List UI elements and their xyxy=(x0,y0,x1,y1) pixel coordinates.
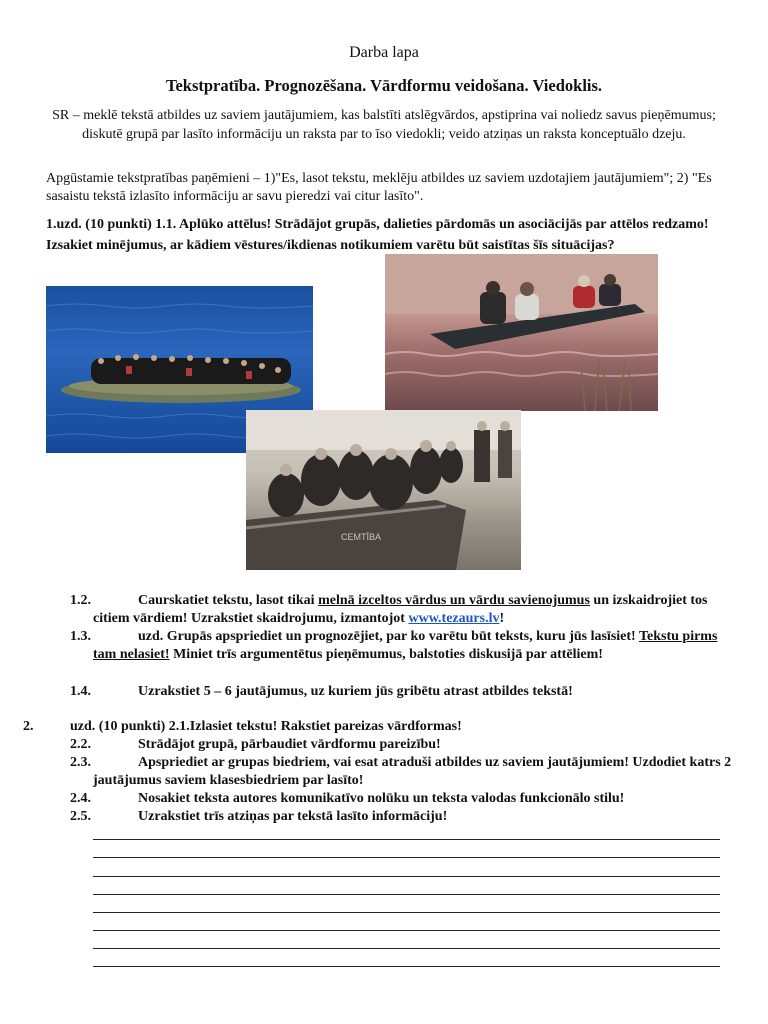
reading-methods: Apgūstamie tekstpratības paņēmieni – 1)"Es, lasot tekstu, meklēju atbildes uz saviem uzdotajiem jautājumiem"; 2) "Es sasaistu tekstā izlasīto informāciju ar savu pieredzi vai citur lasīto". xyxy=(46,171,712,204)
item-number: 2.5. xyxy=(70,809,91,824)
item-number: 2.4. xyxy=(70,791,91,806)
answer-line[interactable] xyxy=(93,948,720,949)
task-2-4 xyxy=(70,790,743,808)
task-2-3 xyxy=(70,754,743,790)
page-title: Tekstpratība. Prognozēšana. Vārdformu veidošana. Viedoklis. xyxy=(165,76,603,95)
answer-line[interactable] xyxy=(93,894,720,895)
answer-line[interactable] xyxy=(93,857,720,858)
item-number: 1.3. xyxy=(70,629,91,644)
item-text: uzd. (10 punkti) 2.1.Izlasiet tekstu! Rakstiet pareizas vārdformas! xyxy=(70,719,462,734)
task-2-5 xyxy=(70,808,743,826)
answer-line[interactable] xyxy=(93,876,720,877)
tezaurs-link[interactable]: www.tezaurs.lv xyxy=(408,611,500,626)
task-2-intro xyxy=(23,718,749,736)
underlined-text: Tekstu pirms tam nelasiet! xyxy=(93,629,718,662)
task1-intro: 1.uzd. (10 punkti) 1.1. Aplūko attēlus! Strādājot grupās, dalieties pārdomās un asociācijās par attēlos redzamo! Izsakiet minējumus, ar kādiem vēstures/ikdienas notikumiem varētu būt saistītas šīs situācijas? xyxy=(46,217,709,253)
answer-line[interactable] xyxy=(93,966,720,967)
item-text-cont: un izskaidrojiet tos citiem vārdiem! Uzrakstiet skaidrojumu, izmantojot xyxy=(93,593,708,626)
item-number: 2. xyxy=(23,719,34,734)
item-text: Uzrakstiet 5 – 6 jautājumus, uz kuriem jūs gribētu atrast atbildes tekstā! xyxy=(138,684,573,699)
item-number: 2.3. xyxy=(70,755,91,770)
item-text: Caurskatiet tekstu, lasot tikai xyxy=(138,593,319,608)
item-text: Uzrakstiet trīs atziņas par tekstā lasīto informāciju! xyxy=(138,809,448,824)
item-text: uzd. Grupās apspriediet un prognozējiet, par ko varētu būt teksts, kuru jūs lasīsiet! xyxy=(138,629,639,644)
item-text: Nosakiet teksta autores komunikatīvo nolūku un teksta valodas funkcionālo stilu! xyxy=(138,791,625,806)
answer-line[interactable] xyxy=(93,930,720,931)
item-number: 1.2. xyxy=(70,593,91,608)
item-text-end: ! xyxy=(499,611,505,626)
task-1-2 xyxy=(70,592,743,628)
item-number: 1.4. xyxy=(70,684,91,699)
photo-rowing-boat xyxy=(385,254,658,411)
item-text-cont: Miniet trīs argumentētus pieņēmumus, balstoties diskusijā par attēliem! xyxy=(169,647,603,662)
document-label: Darba lapa xyxy=(349,44,419,61)
task-2-2 xyxy=(70,736,743,754)
item-number: 2.2. xyxy=(70,737,91,752)
photo-historic-refugees xyxy=(246,410,521,570)
task-1-4 xyxy=(70,683,743,701)
learning-outcomes: SR – meklē tekstā atbildes uz saviem jautājumiem, kas balstīti atslēgvārdos, apstiprina vai noliedz savus pieņēmumus; diskutē grupā par lasīto informāciju un raksta par to īso viedokli; veido atziņas un raksta konceptuālo dzeju. xyxy=(52,108,716,142)
item-text: Apspriediet ar grupas biedriem, vai esat atraduši atbildes uz saviem jautājumiem! Uzdodiet katrs 2 jautājumus saviem klasesbiedriem par lasīto! xyxy=(93,755,732,788)
answer-line[interactable] xyxy=(93,839,720,840)
task-1-3 xyxy=(70,628,743,664)
item-text: Strādājot grupā, pārbaudiet vārdformu pareizību! xyxy=(138,737,441,752)
underlined-text: melnā izceltos vārdus un vārdu savienojumus xyxy=(318,593,590,608)
answer-line[interactable] xyxy=(93,912,720,913)
boat-hull-label: CEMTĪBA xyxy=(341,532,382,542)
